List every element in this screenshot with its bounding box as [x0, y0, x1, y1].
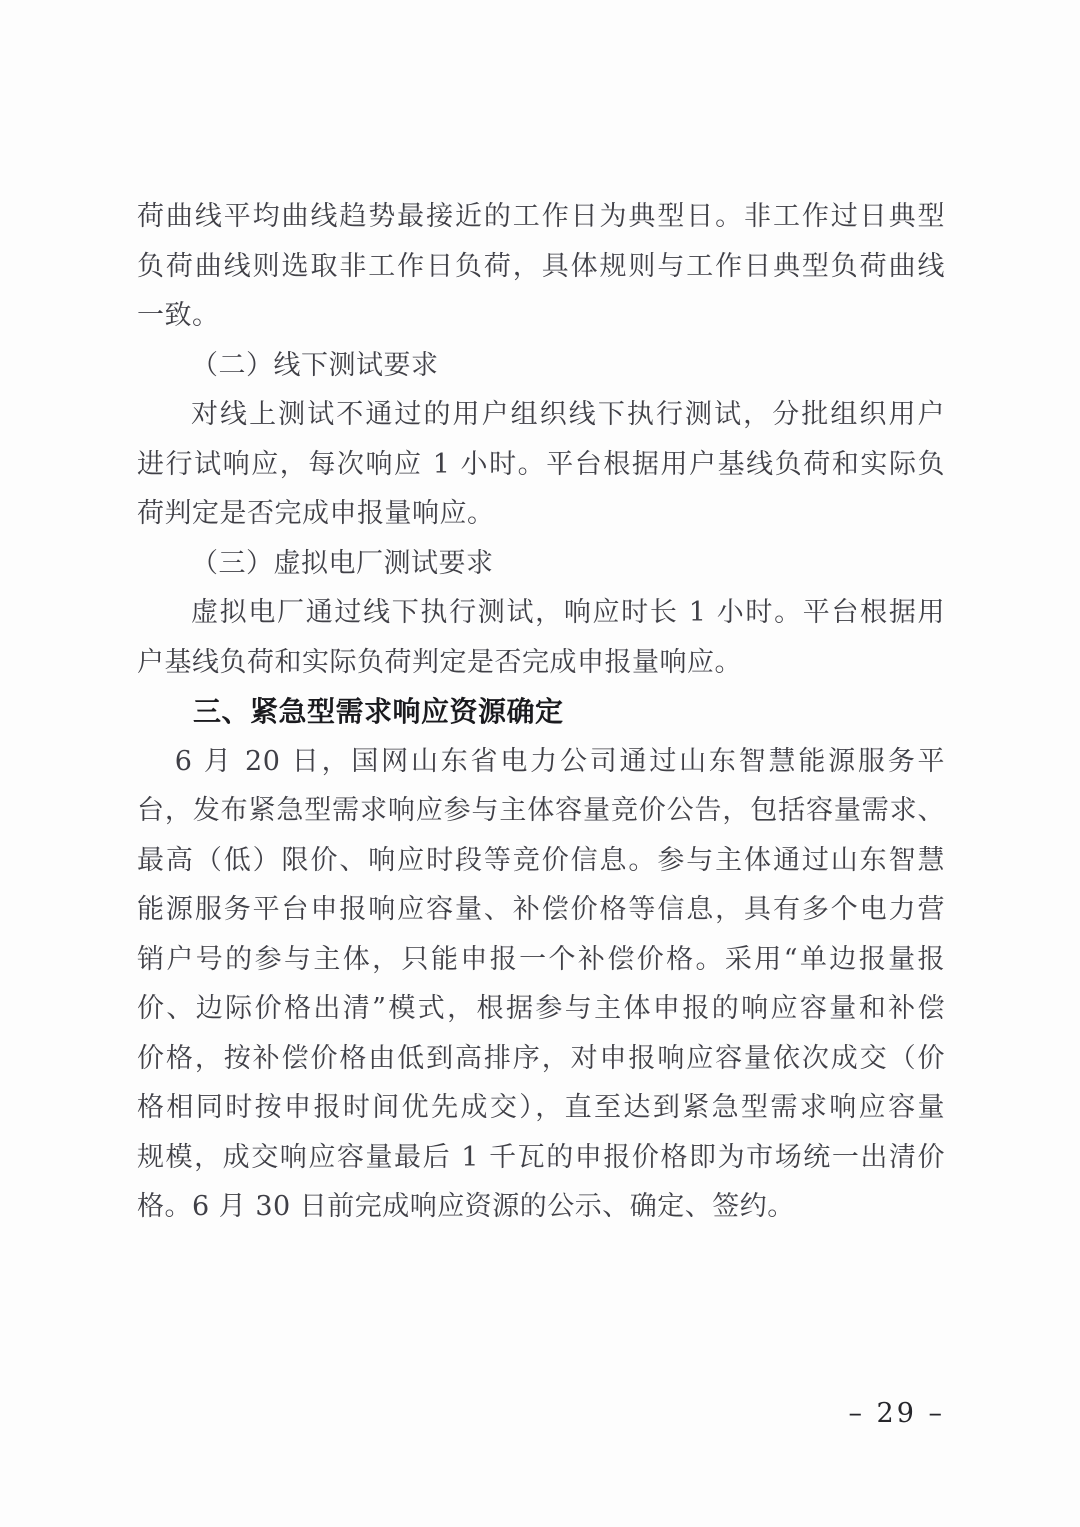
text-line: 虚拟电厂通过线下执行测试，响应时长 1 小时。平台根据用: [191, 597, 945, 628]
text-line: 销户号的参与主体，只能申报一个补偿价格。采用“单边报量报: [137, 943, 945, 975]
text-line: 6 月 20 日，国网山东省电力公司通过山东智慧能源服务平: [174, 745, 945, 777]
document-body: [137, 192, 945, 1232]
text-line: 户基线负荷和实际负荷判定是否完成申报量响应。: [137, 646, 742, 678]
text-line: 价格，按补偿价格由低到高排序，对申报响应容量依次成交（价: [137, 1042, 945, 1074]
text-line: 荷判定是否完成申报量响应。: [137, 498, 495, 529]
subsection-heading: （三）虚拟电厂测试要求: [191, 547, 494, 579]
text-line: 负荷曲线则选取非工作日负荷，具体规则与工作日典型负荷曲线: [137, 250, 945, 282]
text-line: 进行试响应，每次响应 1 小时。平台根据用户基线负荷和实际负: [137, 448, 945, 480]
text-line: 价、边际价格出清”模式，根据参与主体申报的响应容量和补偿: [137, 993, 945, 1024]
text-line: 规模，成交响应容量最后 1 千瓦的申报价格即为市场统一出清价: [137, 1141, 945, 1173]
text-line: 能源服务平台申报响应容量、补偿价格等信息，具有多个电力营: [137, 894, 945, 925]
section-heading: 三、紧急型需求响应资源确定: [193, 695, 564, 728]
text-line: 最高（低）限价、响应时段等竞价信息。参与主体通过山东智慧: [137, 844, 945, 876]
page-number: – 29 –: [848, 1398, 945, 1429]
text-line: 台，发布紧急型需求响应参与主体容量竞价公告，包括容量需求、: [137, 795, 945, 826]
text-line: 格相同时按申报时间优先成交），直至达到紧急型需求响应容量: [137, 1092, 945, 1123]
text-line: 一致。: [137, 300, 220, 331]
text-line: 荷曲线平均曲线趋势最接近的工作日为典型日。非工作过日典型: [137, 201, 945, 232]
subsection-heading: （二）线下测试要求: [191, 349, 439, 381]
text-line: 对线上测试不通过的用户组织线下执行测试，分批组织用户: [191, 399, 945, 430]
text-line: 格。6 月 30 日前完成响应资源的公示、确定、签约。: [137, 1191, 795, 1222]
